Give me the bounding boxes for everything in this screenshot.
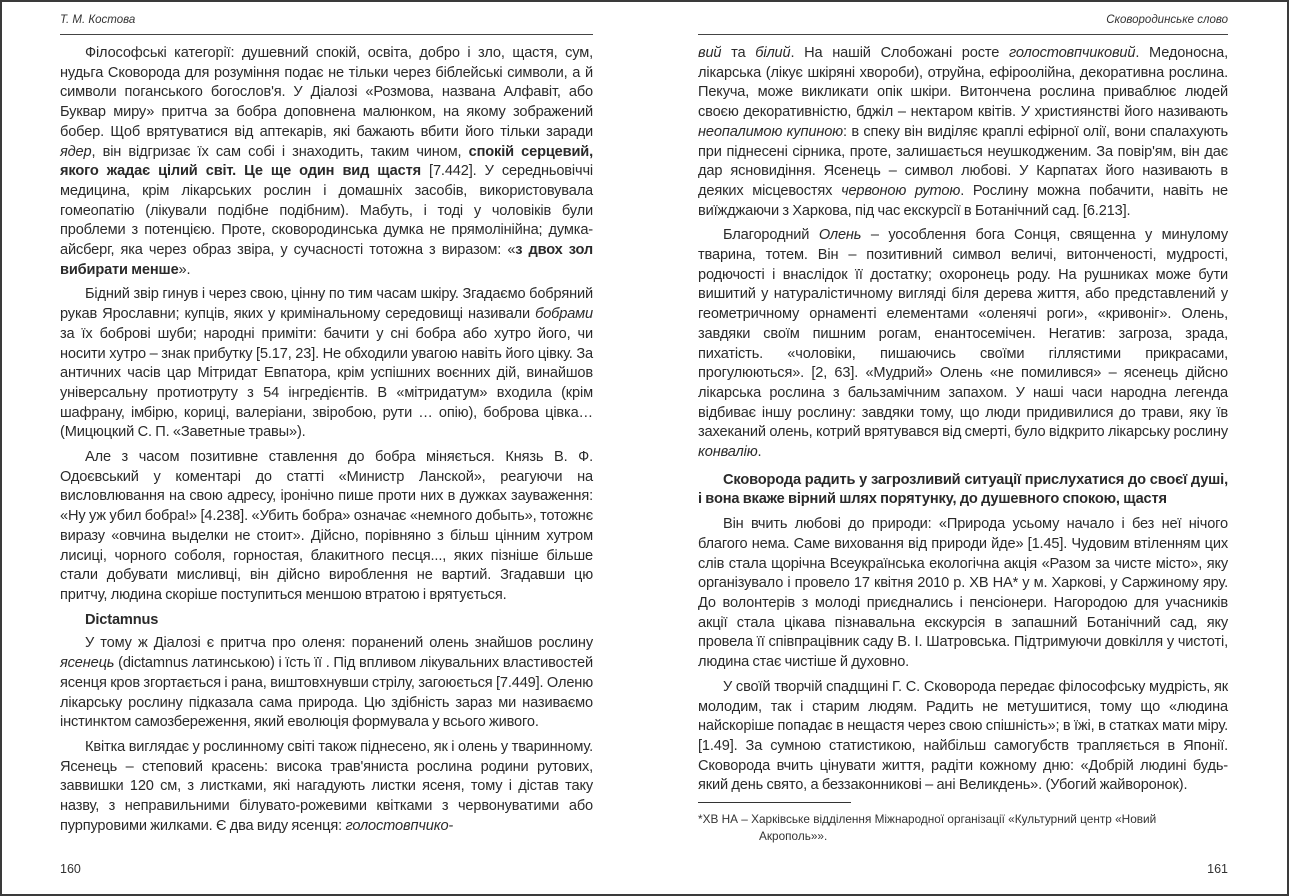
paragraph: У своїй творчій спадщині Г. С. Сковорода передає філософську мудрість, як молодим, так і старим людям. Радить не метушитися, тому що «людина найскоріше попадає в нещастя через свою спішність»; в їжі, в статках мати міру. [1.49]. За сумною статистикою, найбільш самогубств трапляється в Японії. Сковорода вчить цінувати життя, радіти кожному дню: «Добрій людині будь-який день свято, а беззаконникові – ані Великдень». (Убогий жайворонок).: [698, 678, 1228, 794]
section-heading: Dictamnus: [85, 611, 159, 628]
page-number: 161: [1207, 862, 1228, 876]
bold-subheading: Сковорода радить у загрозливий ситуації прислухатися до своєї душі, і вона вкаже вірний шлях порятунку, до душевного спокою, щастя: [698, 471, 1228, 508]
running-head-title: Сковородинське слово: [698, 14, 1228, 35]
paragraph: вий та білий. На нашій Слобожані росте голостовпчиковий. Медоносна, лікарська (лікує шкіряні хвороби), отруйна, ефіроолійна, декоративна рослина. Пекуча, може викликати опік шкіри. Витончена рослина приваблює людей своєю декоративністю, бджіл – нектаром квітів. У християнстві його називають неопалимою купиною: в спеку він виділяє краплі ефірної олії, вони спалахують при піднесені сірника, проте, залишається неушкодженим. За повір'ям, він дає дар ясновидіння. Ясенець – символ любові. У Карпатах його називають в деяких місцевостях червоною рутою. Рослину можна побачити, навіть не виїжджаючи з Харкова, під час екскурсії в Ботанічний сад. [6.213].: [698, 45, 1228, 219]
right-page: [698, 0, 1228, 896]
left-page-body: [60, 44, 593, 841]
paragraph: Квітка виглядає у рослинному світі також піднесено, як і олень у тваринному. Ясенець – степовий красень: висока трав'яниста рослина родини рутових, заввишки 120 см, з листками, які нагадують листки ясеня, тому і дістав таку назву, з неправильними білувато-рожевими квітками з червонуватими або пурпуровими жилками. Є два виду ясенця: голостовпчико-: [60, 738, 593, 834]
bold-emphasis: спокій серцевий, якого жадає цілий світ. Це ще один вид щастя: [60, 143, 593, 180]
footnote-divider: [698, 802, 851, 803]
running-head-author: Т. М. Костова: [60, 14, 593, 35]
footnote: *ХВ НА – Харківське відділення Міжнародної організації «Культурний центр «Новий Акрополь»».: [698, 812, 1157, 843]
paragraph: Він вчить любові до природи: «Природа усьому начало і без неї нічого благого нема. Саме виховання від природи йде» [1.45]. Чудовим втіленням цих слів стала щорічна Всеукраїнська екологічна акція «Разом за чисте місто», яку організувало і провело 17 квітня 2010 р. ХВ НА* у м. Харкові, у Саржиному яру. До волонтерів з молоді приєднались і пенсіонери. Нагородою для учасників акції стала цікава пізнавальна екскурсія в запашний Ботанічний сад, яку провела її співпрацівник саду В. І. Шатровська. Підтримуючи довкілля у чистоті, людина стає чистіше й духовно.: [698, 516, 1228, 671]
paragraph: Благородний Олень – уособлення бога Сонця, священна у минулому тварина, тотем. Він – позитивний символ величі, витонченості, мудрості, родючості і внаслідок її достатку; охоронець роду. На рушниках може бути вишитий у натуралістичному вигляді біля дерева життя, або представлений у геометричному орнаменті елементами «оленячі роги», «кривоніг». Олень, завдяки своїм пишним рогам, енантосемічен. Негатив: загроза, зрада, пихатість. «чоловіки, пишаючись своїми гіллястими прикрасами, прогулюються». [2, 63]. «Мудрий» Олень «не помилився» – ясенець дійсно лікарська рослина з бальзамічним запахом. У наші часи народна легенда відбиває іншу рослину: завдяки тому, що люди придивилися до трави, яку їв захеканий олень, котрий врятувався від смерті, було відкрито лікарську рослину конвалію.: [698, 227, 1228, 461]
paragraph: Філософські категорії: душевний спокій, освіта, добро і зло, щастя, сум, нудьга Сковорода для розуміння подає не тільки через біблейські символи, а й символи поганського богослов'я. У Діалозі «Розмова, названа Алфавіт, або Буквар миру» притча за бобра доповнена малюнком, на якому зображений бобер. Щоб врятуватися від аптекарів, які бажають вбити його тільки заради ядер, він відгризає їх сам собі і знаходить, таким чином, спокій серцевий, якого жадає цілий світ. Це ще один вид щастя [7.442]. У середньовіччі медицина, крім лікарських рослин і домашніх засобів, використовувала гомеопатію (лікували подібне подібним). Мабуть, і тоді у чоловіків були проблеми з потенцією. Проте, сковородинська думка не прямолінійна; думка-айсберг, яка через образ звіра, у сучасності тотожна з виразом: «з двох зол вибирати менше».: [60, 45, 593, 278]
paragraph: Бідний звір гинув і через свою, цінну по тим часам шкіру. Згадаємо бобряний рукав Ярославни; купців, яких у кримінальному середовищі називали бобрами за їх боброві шуби; народні приміти: бачити у сні бобра або хутро його, чи носити хутро – знак прибутку [5.17, 23]. Не обходили увагою навіть його цівку. За античних часів цар Мітридат Евпатора, крім успішних воєнних дій, винайшов універсальну протиотруту з 54 інгредієнтів. В «мітридатум» входила (крім шафрану, імбірю, кориці, валеріани, звіробою, рути … опію), боброва цівка… (Мицюцкий С. П. «Заветные травы»).: [60, 286, 593, 441]
paragraph: Але з часом позитивне ставлення до бобра міняється. Князь В. Ф. Одоєвський у коментарі до статті «Министр Ланской», реагуючи на висловлювання на свою адресу, іронічно пише проти них в дужках зауваження: «Ну уж убил бобра!» [4.238]. «Убить бобра» означає «немного добыть», тотожнє виразу «овчина выделки не стоит». Дійсно, порівняно з більш цінним хутром лисиці, чорного соболя, горностая, блакитного песця..., яких пізніше більше стали добувати мисливці, він дійсно вироблення не вартий. Згадавши цю притчу, людина скоріше поступиться меншою втратою і врятується.: [60, 449, 593, 603]
page-number: 160: [60, 862, 81, 876]
right-page-body: [698, 44, 1228, 801]
bold-emphasis: з двох зол вибирати менше: [60, 242, 593, 278]
paragraph: У тому ж Діалозі є притча про оленя: поранений олень знайшов рослину ясенець (dictamnus латинською) і їсть її . Під впливом лікувальних властивостей ясенця кров згортається і рана, виштовхнувши стрілу, загоюється [7.449]. Оленю лікарську рослину підказала сама природа. Цю здібність зараз ми називаємо інстинктом самозбереження, який еволюція формувала у всього живого.: [60, 635, 593, 731]
left-page: [60, 0, 593, 896]
